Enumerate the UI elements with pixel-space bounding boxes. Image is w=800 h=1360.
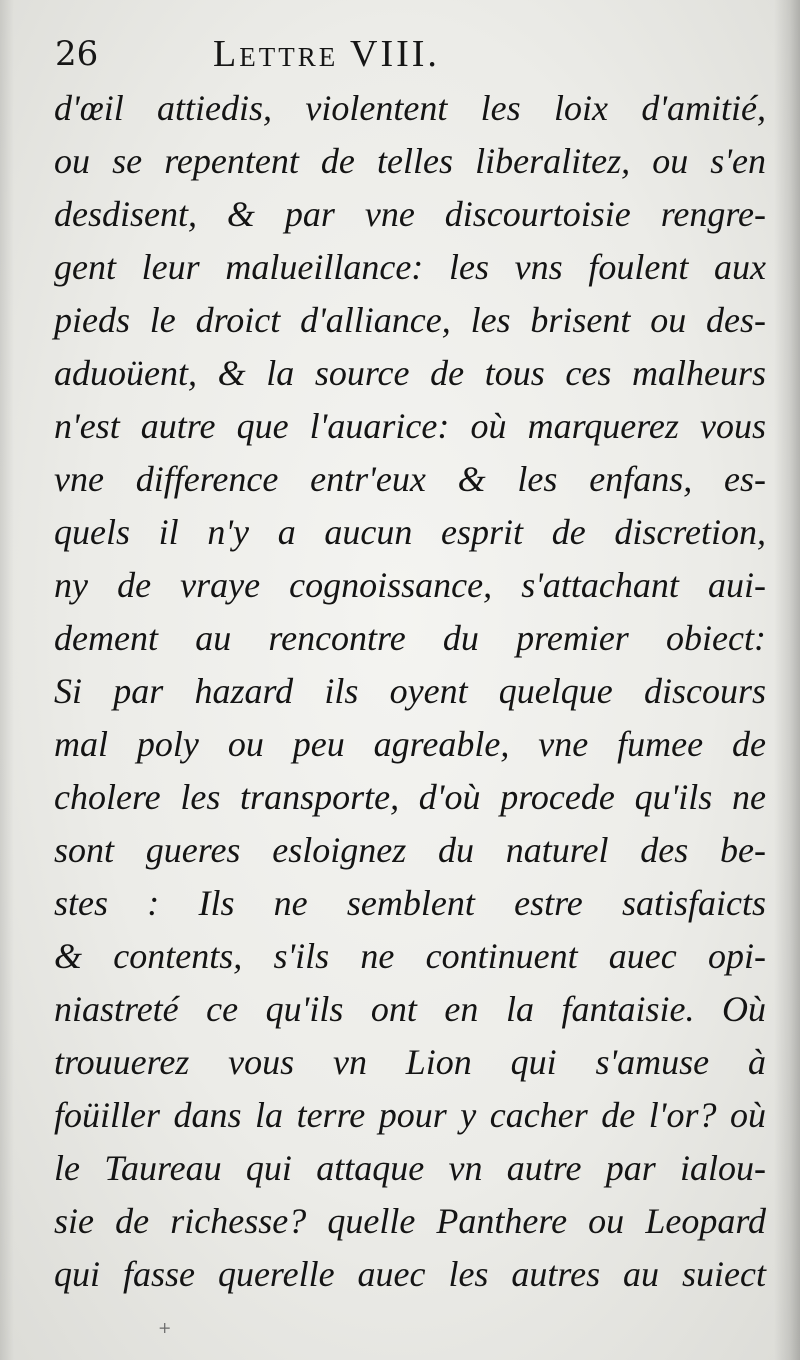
text-line: ou se repentent de telles liberalitez, ou s'en xyxy=(54,141,766,181)
text-line: sie de richesse? quelle Panthere ou Leopard xyxy=(54,1201,766,1241)
text-line: ny de vraye cognoissance, s'attachant aui- xyxy=(54,565,766,605)
text-line: qui fasse querelle auec les autres au suiect xyxy=(54,1254,766,1294)
text-line: dement au rencontre du premier obiect: xyxy=(54,618,766,658)
text-line: mal poly ou peu agreable, vne fumee de xyxy=(54,724,766,764)
page-header xyxy=(55,26,755,82)
text-line: desdisent, & par vne discourtoisie rengre- xyxy=(54,194,766,234)
text-line: stes : Ils ne semblent estre satisfaicts xyxy=(54,883,766,923)
text-line: d'œil attiedis, violentent les loix d'amitié, xyxy=(54,88,766,128)
text-line: niastreté ce qu'ils ont en la fantaisie. Où xyxy=(54,989,766,1029)
text-line: vne difference entr'eux & les enfans, es- xyxy=(54,459,766,499)
text-line: gent leur malueillance: les vns foulent aux xyxy=(54,247,766,287)
text-line: foüiller dans la terre pour y cacher de l'or? où xyxy=(54,1095,766,1135)
text-line: cholere les transporte, d'où procede qu'ils ne xyxy=(54,777,766,817)
page-number: 26 xyxy=(55,34,99,74)
page-spine-shadow xyxy=(774,0,800,1360)
text-line: & contents, s'ils ne continuent auec opi- xyxy=(54,936,766,976)
text-line: le Taureau qui attaque vn autre par ialou- xyxy=(54,1148,766,1188)
page-foot-mark: + xyxy=(158,1318,172,1337)
page-left-edge xyxy=(0,0,14,1360)
text-line: aduoüent, & la source de tous ces malheurs xyxy=(54,353,766,393)
text-line: quels il n'y a aucun esprit de discretion, xyxy=(54,512,766,552)
text-line: pieds le droict d'alliance, les brisent ou des- xyxy=(54,300,766,340)
text-line: Si par hazard ils oyent quelque discours xyxy=(54,671,766,711)
text-line: trouuerez vous vn Lion qui s'amuse à xyxy=(54,1042,766,1082)
running-title: Lettre VIII. xyxy=(213,33,440,75)
text-line: n'est autre que l'auarice: où marquerez vous xyxy=(54,406,766,446)
text-line: sont gueres esloignez du naturel des be- xyxy=(54,830,766,870)
body-text xyxy=(54,82,766,1301)
